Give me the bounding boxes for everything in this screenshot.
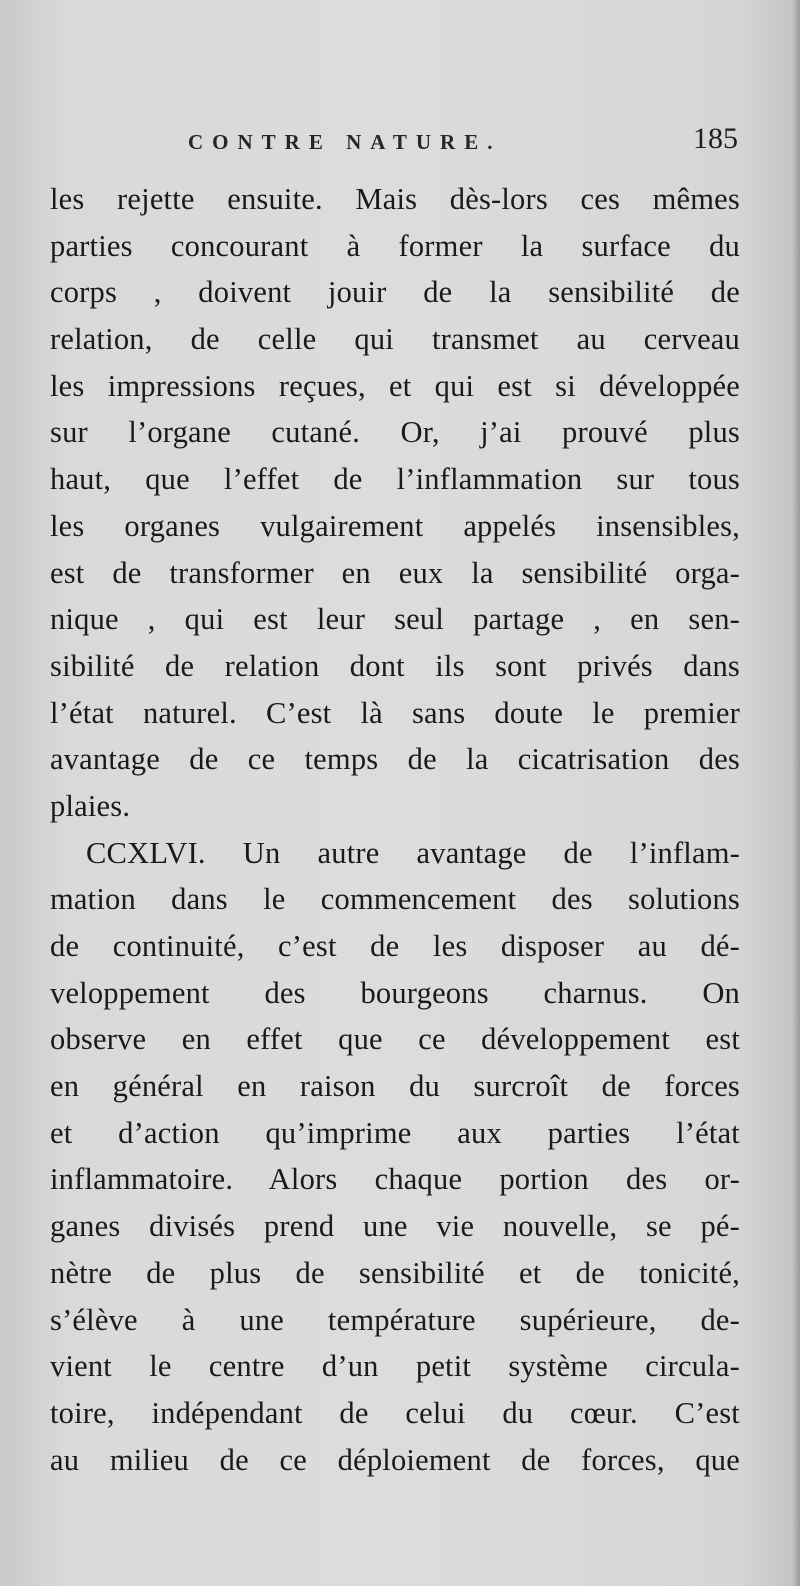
text-line: haut, que l’effet de l’inflammation sur tous: [50, 462, 740, 497]
text-line: veloppement des bourgeons charnus. On: [50, 975, 740, 1010]
text-line: nique , qui est leur seul partage , en sen-: [50, 602, 740, 637]
text-line: les rejette ensuite. Mais dès-lors ces mêmes: [50, 182, 740, 216]
text-line: inflammatoire. Alors chaque portion des or-: [50, 1162, 740, 1197]
text-line: de continuité, c’est de les disposer au dé-: [50, 929, 740, 963]
text-line: nètre de plus de sensibilité et de tonicité,: [50, 1255, 740, 1290]
text-line: et d’action qu’imprime aux parties l’état: [50, 1115, 740, 1150]
text-line: les organes vulgairement appelés insensibles,: [50, 508, 740, 543]
page-edge: [790, 0, 800, 1586]
text-line: est de transformer en eux la sensibilité orga-: [50, 555, 740, 590]
text-line: ganes divisés prend une vie nouvelle, se pé-: [50, 1209, 740, 1244]
text-line: mation dans le commencement des solutions: [50, 882, 740, 917]
section-start-line: CCXLVI. Un autre avantage de l’inflam-: [86, 835, 740, 870]
body-text: [50, 176, 740, 1483]
text-line: parties concourant à former la surface du: [50, 228, 740, 263]
running-head: CONTRE NATURE.: [188, 130, 502, 154]
text-line: corps , doivent jouir de la sensibilité de: [50, 275, 740, 310]
text-line: s’élève à une température supérieure, de-: [50, 1302, 740, 1337]
page-number: 185: [693, 122, 738, 155]
text-line: en général en raison du surcroît de forces: [50, 1069, 740, 1104]
text-line: vient le centre d’un petit système circula-: [50, 1349, 740, 1384]
paragraph-end-line: plaies.: [50, 788, 131, 823]
text-line: observe en effet que ce développement est: [50, 1022, 740, 1057]
text-line: avantage de ce temps de la cicatrisation des: [50, 742, 740, 777]
text-line: sur l’organe cutané. Or, j’ai prouvé plus: [50, 415, 740, 450]
text-line: sibilité de relation dont ils sont privés dans: [50, 648, 740, 683]
text-line: l’état naturel. C’est là sans doute le premier: [50, 695, 740, 730]
text-line: toire, indépendant de celui du cœur. C’est: [50, 1395, 740, 1430]
text-line: relation, de celle qui transmet au cerveau: [50, 322, 740, 357]
text-line: les impressions reçues, et qui est si développée: [50, 368, 740, 403]
text-line: au milieu de ce déploiement de forces, que: [50, 1442, 740, 1477]
page-header: [188, 122, 738, 162]
